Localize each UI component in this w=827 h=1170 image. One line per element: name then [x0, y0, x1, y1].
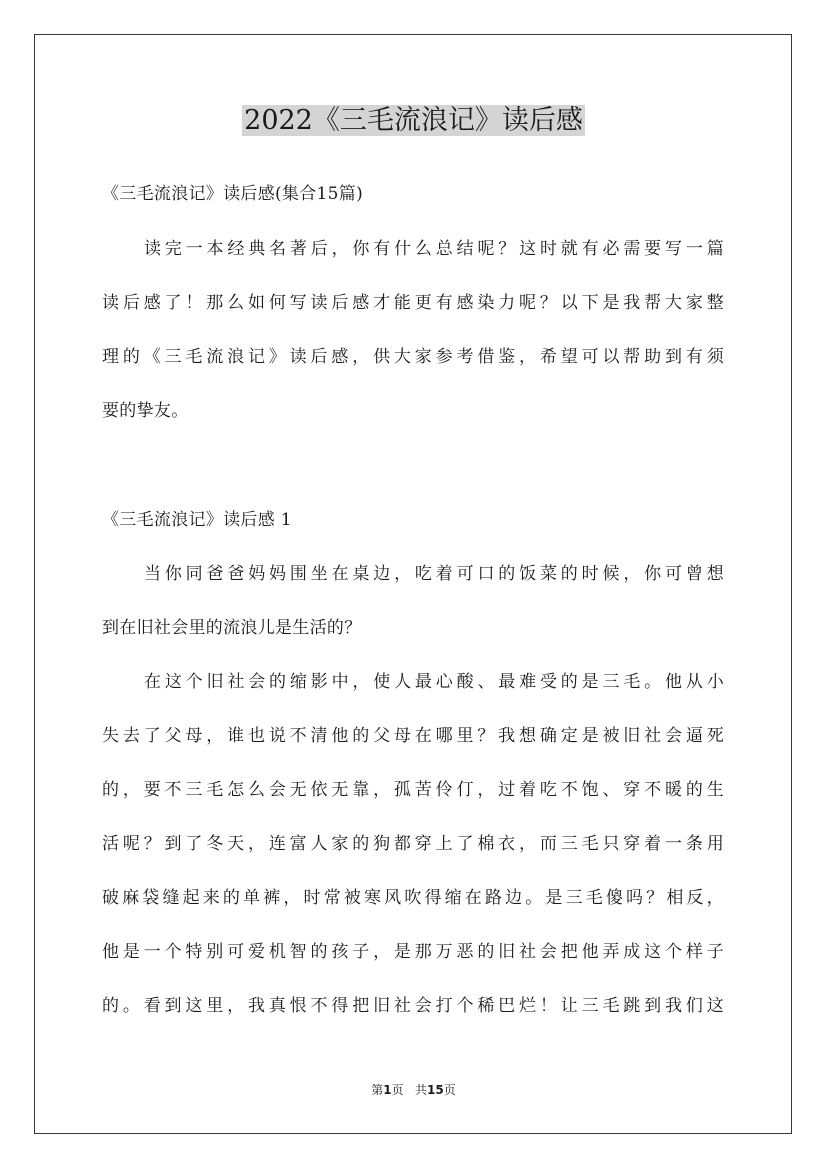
page-total: 15 — [427, 1083, 444, 1097]
page-mid: 页 共 — [391, 1083, 428, 1097]
paragraph-line: 他是一个特别可爱机智的孩子，是那万恶的旧社会把他弄成这个样子 — [102, 942, 724, 962]
section-heading: 《三毛流浪记》读后感 1 — [102, 510, 292, 530]
paragraph-line: 活呢？到了冬天，连富人家的狗都穿上了棉衣，而三毛只穿着一条用 — [102, 834, 724, 854]
intro-line: 读完一本经典名著后，你有什么总结呢？这时就有必需要写一篇 — [144, 239, 724, 259]
paragraph-line: 的。看到这里，我真恨不得把旧社会打个稀巴烂！让三毛跳到我们这 — [102, 996, 724, 1016]
document-subtitle: 《三毛流浪记》读后感(集合15篇) — [102, 184, 363, 204]
paragraph-line: 的，要不三毛怎么会无依无靠，孤苦伶仃，过着吃不饱、穿不暖的生 — [102, 780, 724, 800]
page-footer — [0, 1081, 827, 1099]
paragraph-line: 到在旧社会里的流浪儿是生活的？ — [102, 618, 362, 638]
document-title-text: 2022《三毛流浪记》读后感 — [244, 105, 583, 136]
page-current: 1 — [383, 1083, 392, 1097]
page-suffix: 页 — [443, 1083, 456, 1097]
paragraph-line: 失去了父母，谁也说不清他的父母在哪里？我想确定是被旧社会逼死 — [102, 726, 724, 746]
document-title — [0, 100, 827, 142]
paragraph-line: 当你同爸爸妈妈围坐在桌边，吃着可口的饭菜的时候，你可曾想 — [144, 564, 724, 584]
intro-line: 读后感了！那么如何写读后感才能更有感染力呢？以下是我帮大家整 — [102, 293, 724, 313]
page-prefix: 第 — [371, 1083, 384, 1097]
paragraph-line: 破麻袋缝起来的单裤，时常被寒风吹得缩在路边。是三毛傻吗？相反， — [102, 888, 724, 908]
intro-line: 理的《三毛流浪记》读后感，供大家参考借鉴，希望可以帮助到有须 — [102, 347, 724, 367]
paragraph-line: 在这个旧社会的缩影中，使人最心酸、最难受的是三毛。他从小 — [144, 672, 724, 692]
intro-line: 要的挚友。 — [102, 401, 189, 421]
